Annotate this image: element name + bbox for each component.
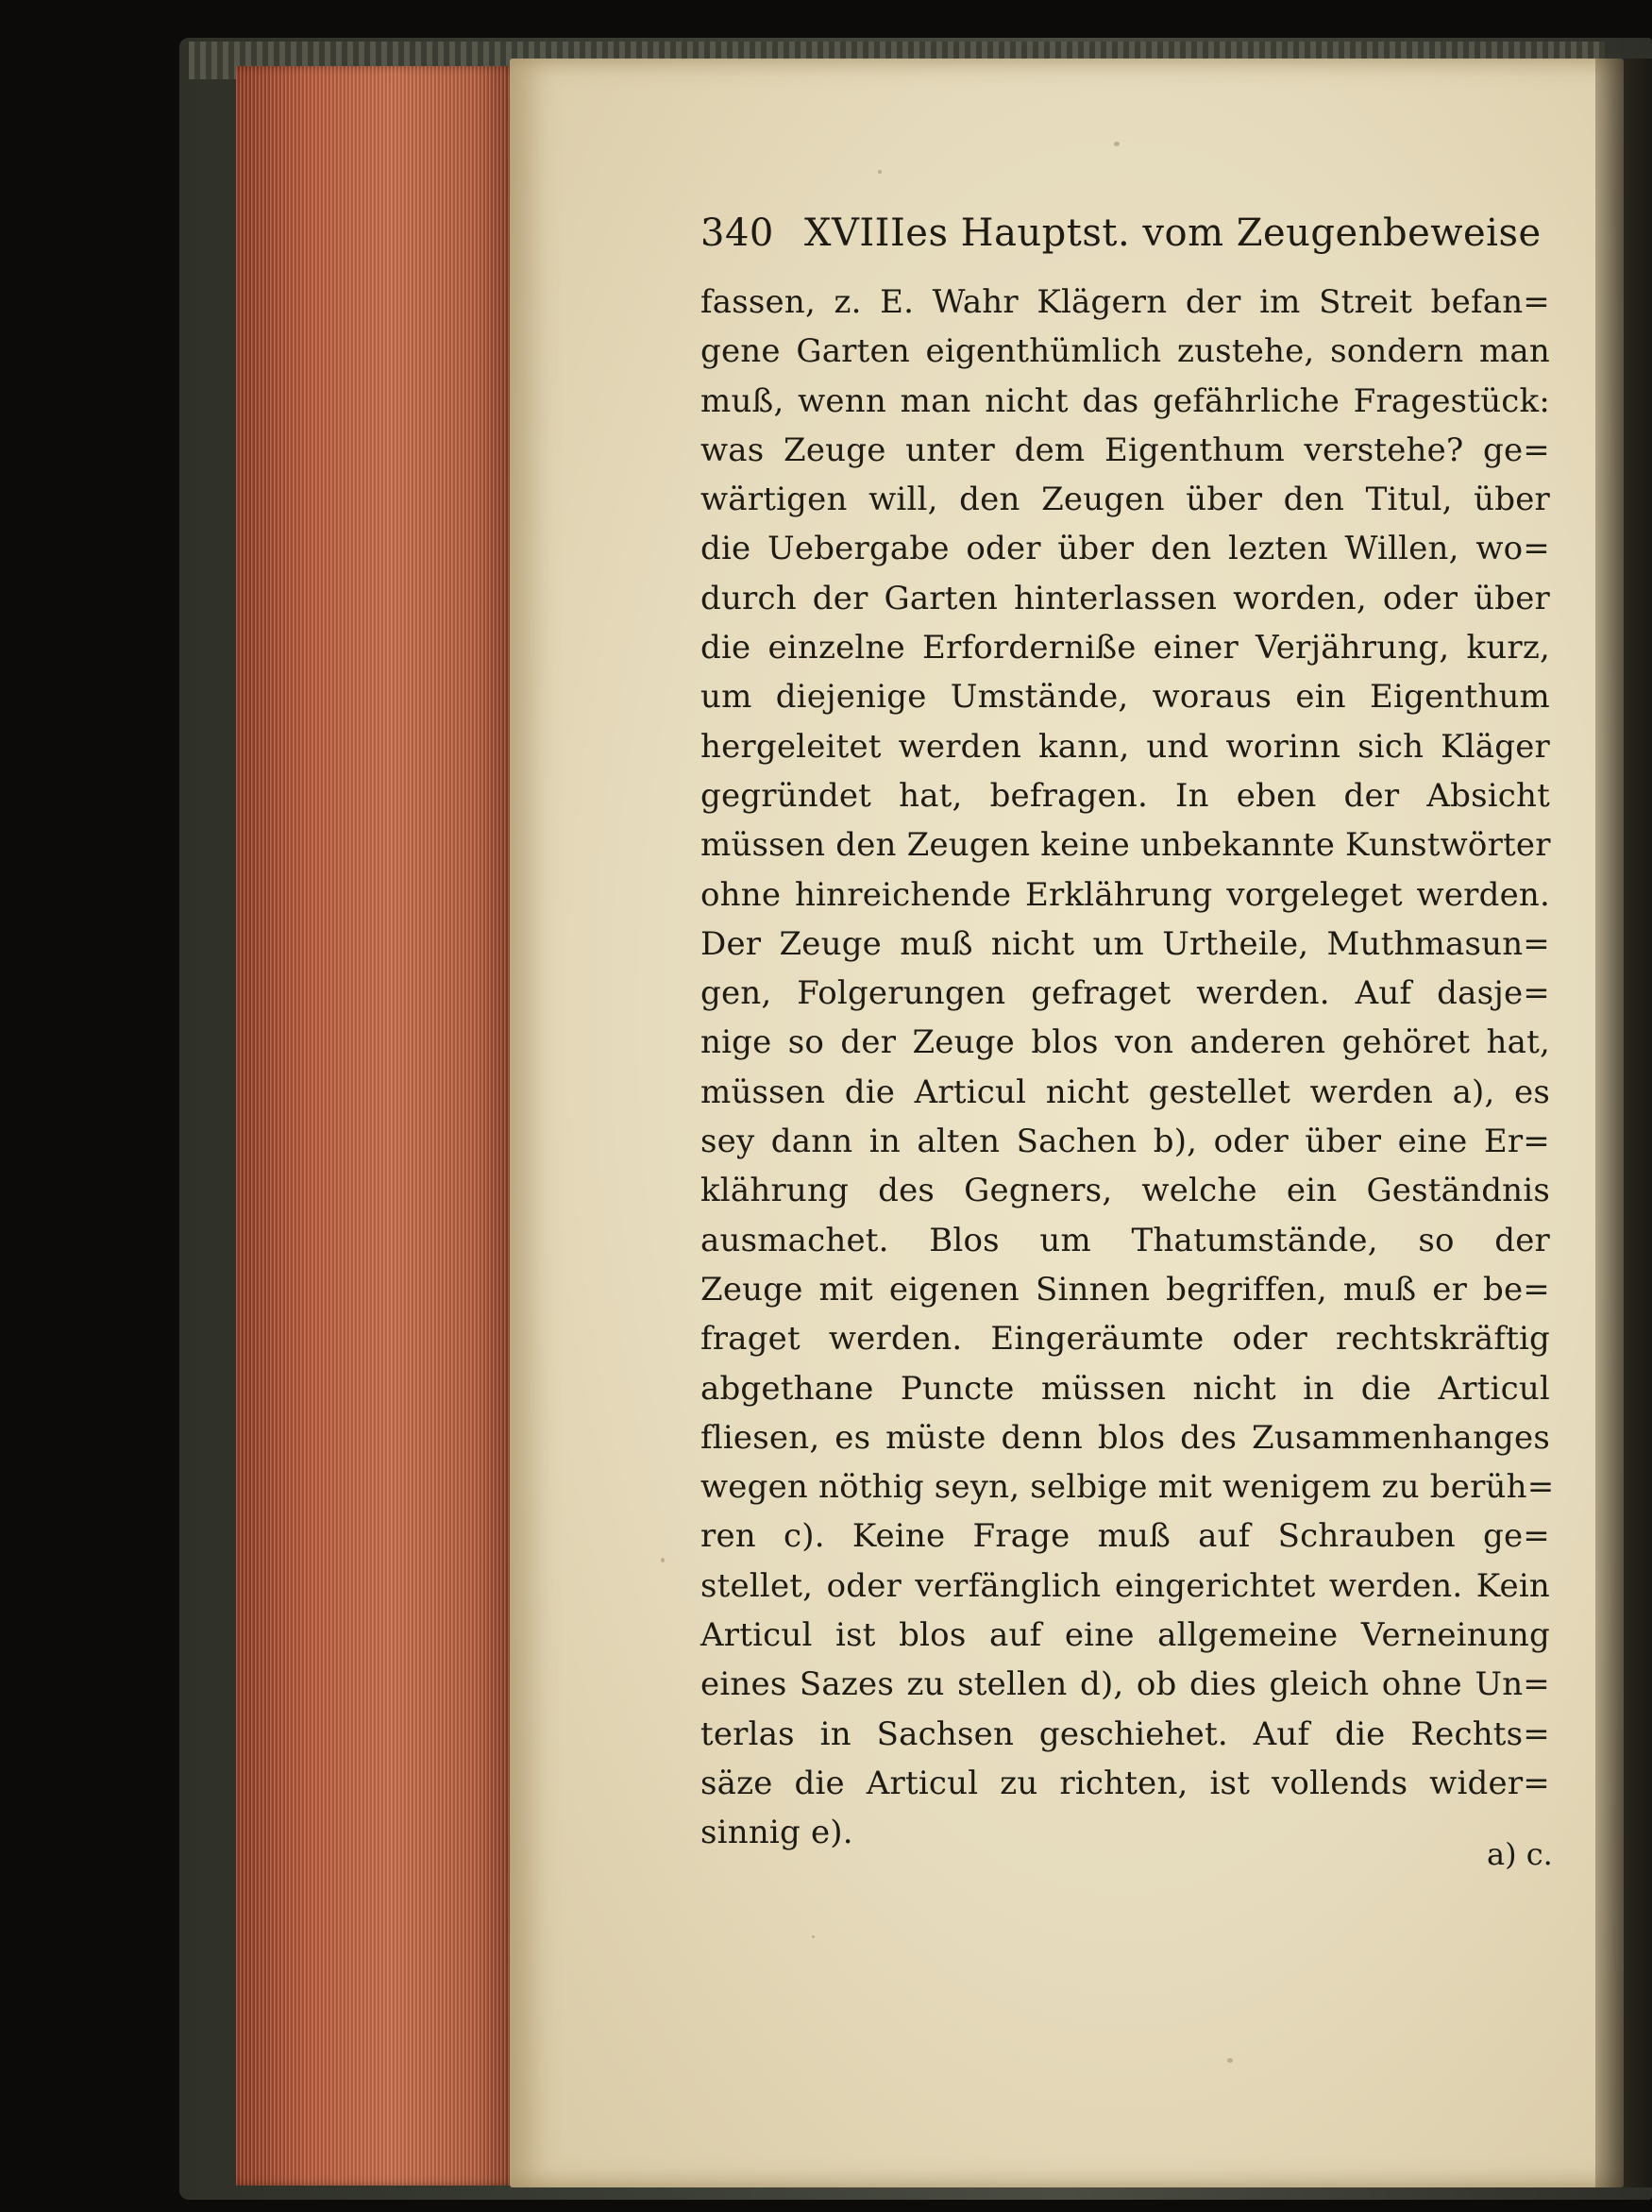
text-line: ohne hinreichende Erklährung vorgeleget werden. (700, 875, 1550, 914)
running-title: XVIIIes Hauptst. vom Zeugenbeweise (804, 211, 1542, 255)
text-line: durch der Garten hinterlassen worden, oder über (700, 579, 1550, 617)
paper-speck (1227, 2058, 1233, 2063)
text-line: terlas in Sachsen geschiehet. Auf die Rechts= (700, 1714, 1550, 1753)
text-line: fliesen, es müste denn blos des Zusammenhanges (700, 1418, 1550, 1457)
text-line: muß, wenn man nicht das gefährliche Fragestück: (700, 381, 1550, 420)
text-line: gene Garten eigenthümlich zustehe, sondern man (700, 332, 1550, 371)
paper-speck (812, 1935, 815, 1938)
text-line: fraget werden. Eingeräumte oder rechtskräftig (700, 1320, 1550, 1359)
body-text (700, 278, 1555, 1858)
paper-speck (878, 170, 882, 174)
text-line: hergeleitet werden kann, und worinn sich Kläger (700, 727, 1550, 766)
text-line: die einzelne Erforderniße einer Verjährung, kurz, (700, 629, 1550, 667)
catchword: a) c. (1487, 1836, 1553, 1872)
text-line: was Zeuge unter dem Eigenthum verstehe? ge= (700, 431, 1550, 469)
text-line: fassen, z. E. Wahr Klägern der im Streit befan= (700, 283, 1550, 321)
text-line: Articul ist blos auf eine allgemeine Verneinung (700, 1616, 1550, 1655)
text-line: stellet, oder verfänglich eingerichtet werden. Kein (700, 1566, 1550, 1605)
page-text-block (700, 211, 1555, 1858)
text-line: sinnig e). (700, 1814, 853, 1852)
running-head (700, 211, 1550, 278)
text-line: gegründet hat, befragen. In eben der Absicht (700, 776, 1550, 815)
text-line: abgethane Puncte müssen nicht in die Articul (700, 1369, 1550, 1408)
text-line: wärtigen will, den Zeugen über den Titul, über (700, 481, 1550, 519)
page-number: 340 (700, 211, 774, 255)
text-line: klährung des Gegners, welche ein Geständnis (700, 1172, 1550, 1210)
text-line: müssen die Articul nicht gestellet werden a), es (700, 1072, 1550, 1111)
text-line: wegen nöthig seyn, selbige mit wenigem zu berüh= (700, 1468, 1555, 1507)
text-line: säze die Articul zu richten, ist vollends wider= (700, 1764, 1550, 1802)
text-line: nige so der Zeuge blos von anderen gehöret hat, (700, 1023, 1550, 1062)
text-line: Zeuge mit eigenen Sinnen begriffen, muß er be= (700, 1270, 1550, 1309)
text-line: müssen den Zeugen keine unbekannte Kunstwörter (700, 826, 1551, 865)
text-line: ren c). Keine Frage muß auf Schrauben ge= (700, 1517, 1550, 1556)
text-line: gen, Folgerungen gefraget werden. Auf dasje= (700, 974, 1550, 1013)
text-line: ausmachet. Blos um Thatumstände, so der (700, 1221, 1550, 1259)
text-line: eines Sazes zu stellen d), ob dies gleich ohne Un= (700, 1665, 1550, 1704)
page-edges (236, 66, 519, 2186)
paper-speck (1114, 142, 1120, 146)
gutter-shadow (1595, 59, 1652, 2187)
text-line: um diejenige Umstände, woraus ein Eigenthum (700, 678, 1550, 717)
text-line: Der Zeuge muß nicht um Urtheile, Muthmasun= (700, 924, 1550, 963)
text-line: die Uebergabe oder über den lezten Willen, wo= (700, 530, 1550, 568)
text-line: sey dann in alten Sachen b), oder über eine Er= (700, 1123, 1550, 1161)
paper-speck (661, 1558, 665, 1562)
